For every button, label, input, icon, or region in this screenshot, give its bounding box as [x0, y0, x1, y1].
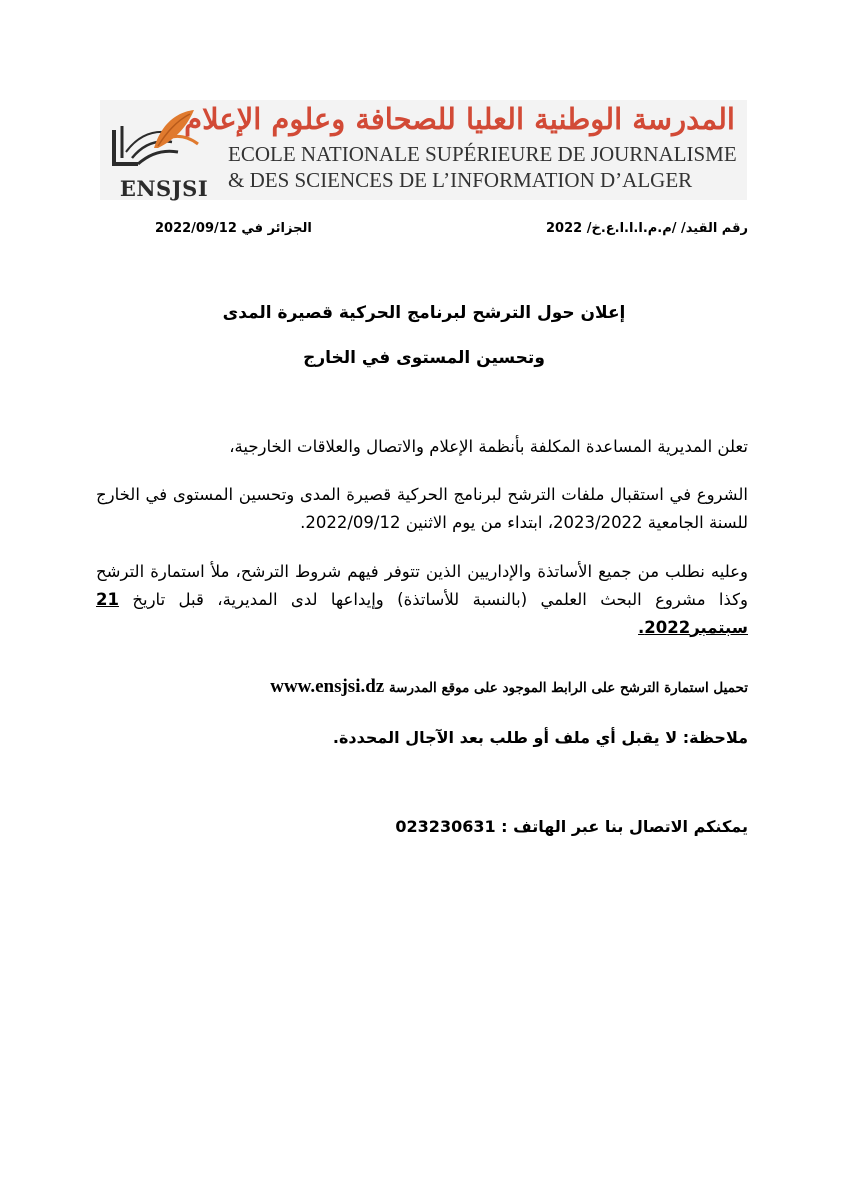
body-paragraph-3 [96, 558, 748, 642]
school-name-arabic: المدرسة الوطنية العليا للصحافة وعلوم الإعلام [184, 102, 735, 136]
reference-number: رقم القيد/ /م.م.ا.ا.ا.ع.خ/ 2022 [545, 221, 748, 236]
download-text: تحميل استمارة الترشح على الرابط الموجود على موقع المدرسة [388, 680, 748, 696]
body-paragraph-1: تعلن المديرية المساعدة المكلفة بأنظمة الإعلام والاتصال والعلاقات الخارجية، [229, 437, 748, 456]
website-link[interactable]: www.ensjsi.dz [270, 676, 385, 697]
logo-text: ENSJSI [119, 176, 209, 201]
download-instruction [148, 676, 748, 698]
school-name-french-line2: & DES SCIENCES DE L’INFORMATION D’ALGER [228, 168, 693, 192]
school-name-french-line1: ECOLE NATIONALE SUPÉRIEURE DE JOURNALISME [228, 142, 737, 166]
contact-phone: يمكنكم الاتصال بنا عبر الهاتف : 023230631 [395, 817, 748, 836]
announcement-title-line2: وتحسين المستوى في الخارج [303, 348, 545, 368]
letterhead [100, 100, 747, 200]
document-date: الجزائر في 2022/09/12 [155, 221, 312, 236]
announcement-title-line1: إعلان حول الترشح لبرنامج الحركية قصيرة المدى [222, 303, 626, 323]
note: ملاحظة: لا يقبل أي ملف أو طلب بعد الآجال المحددة. [332, 728, 748, 747]
deadline-date: 21 سبتمبر2022. [96, 590, 748, 637]
body-paragraph-2: الشروع في استقبال ملفات الترشح لبرنامج الحركية قصيرة المدى وتحسين المستوى في الخارج للسنة الجامعية 2023/2022، ابتداء من يوم الاثنين 2022/09/12. [96, 485, 748, 532]
body-paragraph-3-text: وعليه نطلب من جميع الأساتذة والإداريين الذين تتوفر فيهم شروط الترشح، ملأ استمارة الترشح وكذا مشروع البحث العلمي (بالنسبة للأساتذة) وإيداعها لدى المديرية، قبل تاريخ [96, 562, 748, 609]
